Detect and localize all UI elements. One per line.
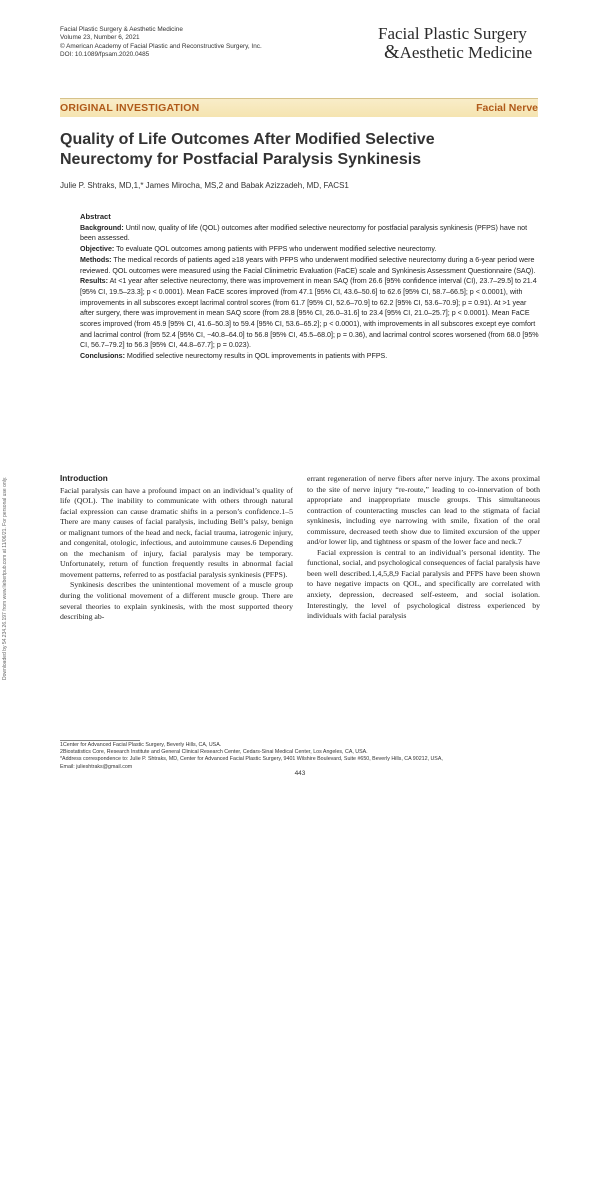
journal-name: Facial Plastic Surgery & Aesthetic Medicine (60, 26, 183, 33)
download-notice: Downloaded by 54.234.26.197 from www.liebertpub.com at 11/06/21. For personal use only. (2, 476, 8, 680)
authors: Julie P. Shtraks, MD,1,* James Mirocha, MS,2 and Babak Azizzadeh, MD, FACS1 (60, 181, 349, 190)
abstract-results: Results: At <1 year after selective neurectomy, there was improvement in mean SAQ (from 26.6 [95% confidence interval (CI), 23.7–29.5] to 21.4 [95% CI, 19.5–23.3]; p < 0.0001). Mean FaCE scores improved (from 47.1 [95% CI, 43.6–50.6] to 62.6 [95% CI, 58.7–66.5]; p < 0.0001), with improvements in all subscores except lacrimal control scores (from 61.7 [95% CI, 52.6–70.9] to 62.2 [95% CI, 53.6–70.9]; p = 0.91). At >1 year after surgery, there was improvement in mean SAQ score (from 28.8 [95% CI, 26.0–31.6] to 23.4 [95% CI, 21.0–25.7]; p < 0.0001). Mean FaCE scores improved (from 45.9 [95% CI, 41.6–50.3] to 59.4 [95% CI, 53.6–65.2]; p < 0.0001), with improvements in all subscores except eye comfort and lacrimal control (from 52.4 [95% CI, −40.8–64.0] to 56.8 [95% CI, 45.5–68.0]; p = 0.36), and lacrimal control scores worsened (from 68.0 [95% CI, 56.7–79.2] to 56.3 [95% CI, 44.8–67.7]; p = 0.023). (80, 277, 539, 350)
footnotes (60, 742, 540, 771)
footnote: 2Biostatistics Core, Research Institute and General Clinical Research Center, Cedars-Sinai Medical Center, Los Angeles, CA, USA. (60, 749, 368, 756)
article-title (60, 130, 540, 170)
abstract-heading: Abstract (80, 212, 111, 221)
abstract (80, 212, 540, 362)
intro-heading: Introduction (60, 474, 108, 483)
footnote: 1Center for Advanced Facial Plastic Surgery, Beverly Hills, CA, USA. (60, 742, 222, 748)
journal-doi: DOI: 10.1089/fpsam.2020.0485 (60, 51, 150, 59)
footnote: *Address correspondence to: Julie P. Shtraks, MD, Center for Advanced Facial Plastic Surgery, 9401 Wilshire Boulevard, Suite #650, Beverly Hills, CA 90212, USA, (60, 756, 443, 763)
body-column-right (307, 474, 540, 622)
journal-volume: Volume 23, Number 6, 2021 (60, 34, 140, 42)
journal-header (60, 26, 262, 60)
logo-line-1: Facial Plastic Surgery (378, 24, 527, 43)
body-column-left (60, 474, 293, 623)
paragraph: Synkinesis describes the unintentional movement of a muscle group during the volitional movement of a different muscle group. There are several theories to explain synkinesis, with the most supported theory describing ab- (60, 580, 293, 622)
abstract-conclusions: Conclusions: Modified selective neurectomy results in QOL improvements in patients with PFPS. (80, 352, 388, 361)
journal-logo (378, 24, 538, 62)
abstract-background: Background: Until now, quality of life (QOL) outcomes after modified selective neurectomy for postfacial paralysis synkinesis (PFPS) have not been assessed. (80, 223, 528, 243)
article-type: ORIGINAL INVESTIGATION (60, 102, 200, 114)
logo-line-2: Aesthetic Medicine (399, 43, 533, 62)
paragraph: Facial expression is central to an individual’s personal identity. The functional, social, and psychological consequences of facial paralysis have been well described.1,4,5,8,9 Facial paralysis and PFPS have been shown to have negative impacts on QOL, and specifically are correlated with anxiety, depression, decreased self-esteem, and social isolation. Interestingly, the level of psychological distress experienced by individuals with facial paralysis (307, 547, 540, 621)
abstract-objective: Objective: To evaluate QOL outcomes among patients with PFPS who underwent modified selective neurectomy. (80, 245, 437, 254)
title-line-2: Neurectomy for Postfacial Paralysis Synkinesis (60, 151, 422, 168)
footnote: Email: julieshtraks@gmail.com (60, 763, 133, 770)
title-line-1: Quality of Life Outcomes After Modified Selective (60, 131, 435, 148)
abstract-methods: Methods: The medical records of patients aged ≥18 years with PFPS who underwent modified selective neurectomy during a 6-year period were reviewed. QOL outcomes were measured using the Facial Clinimetric Evaluation (FaCE) scale and Synkinesis Assessment Questionnaire (SAQ). (80, 255, 536, 275)
section-band (60, 98, 538, 117)
journal-copyright: © American Academy of Facial Plastic and Reconstructive Surgery, Inc. (60, 42, 262, 50)
article-category: Facial Nerve (476, 102, 538, 114)
paragraph: Facial paralysis can have a profound impact on an individual’s quality of life (QOL). The inability to communicate with others through natural facial expression can cause dramatic shifts in a person’s confidence.1–5 There are many causes of facial paralysis, including Bell’s palsy, benign or malignant tumors of the head and neck, facial trauma, iatrogenic injury, and congenital, otologic, infectious, and autoimmune causes.6 Depending on the mechanism of injury, facial paralysis may be temporary. Unfortunately, return of function frequently results in abnormal facial movement patterns, referred to as postfacial paralysis synkinesis (PFPS). (60, 485, 293, 579)
paragraph: errant regeneration of nerve fibers after nerve injury. The axons proximal to the site of nerve injury “re-route,” leading to co-innervation of both appropriate and inappropriate muscle groups. This simultaneous contraction of counteracting muscles can lead to the stigmata of facial synkinesis, including eye narrowing with smile, fixation of the oral commissure, decreased teeth show due to limited excursion of the upper and/or lower lip, and tightness or spasm of the lower face and neck.7 (307, 474, 540, 547)
logo-ampersand: & (384, 41, 400, 63)
page-number: 443 (294, 770, 306, 777)
footnote-divider (60, 740, 140, 741)
